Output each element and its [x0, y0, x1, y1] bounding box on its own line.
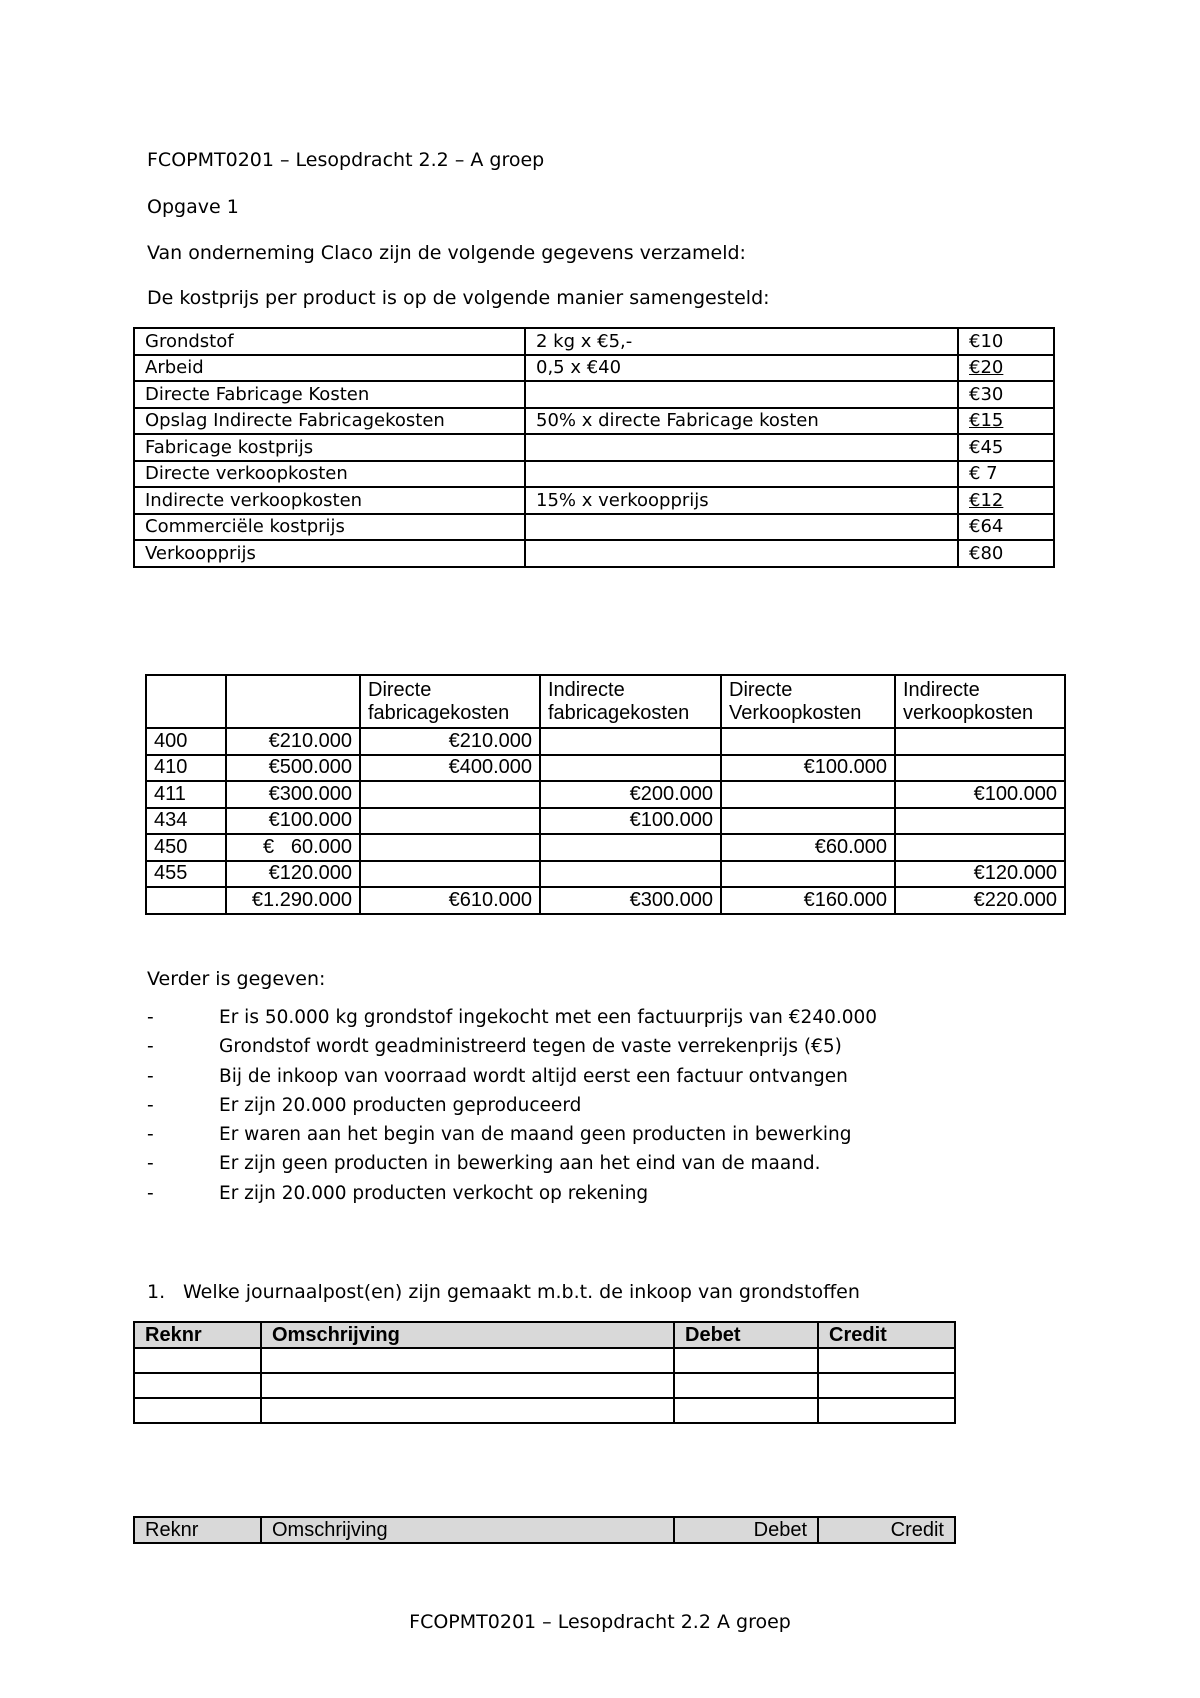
header-directe-fabricagekosten — [360, 675, 540, 728]
journal-cell[interactable] — [134, 1398, 261, 1423]
amount-cell — [360, 808, 540, 835]
amount-cell: €210.000 — [360, 728, 540, 755]
bullet-text: Bij de inkoop van voorraad wordt altijd eerst een factuur ontvangen — [219, 1065, 848, 1087]
kostprijs-intro: De kostprijs per product is op de volgende manier samengesteld: — [147, 287, 770, 309]
cost-row — [134, 461, 1054, 488]
dash-icon: - — [147, 1182, 154, 1204]
dash-icon: - — [147, 1036, 154, 1058]
amount-cell — [721, 781, 895, 808]
cost-amount: €15 — [958, 408, 1054, 435]
amount-cell: €100.000 — [226, 808, 360, 835]
cost-amount: €10 — [958, 328, 1054, 355]
cost-table — [133, 327, 1055, 568]
cost-amount: €12 — [958, 487, 1054, 514]
cost-amount: €64 — [958, 514, 1054, 541]
cost-row — [134, 514, 1054, 541]
journal2-credit-header: Credit — [818, 1517, 955, 1543]
header-line: fabricagekosten — [548, 701, 690, 724]
header-line: verkoopkosten — [903, 701, 1034, 724]
journal-cell[interactable] — [674, 1398, 818, 1423]
cost-row — [134, 355, 1054, 382]
page-footer: FCOPMT0201 – Lesopdracht 2.2 A groep — [409, 1611, 791, 1633]
amount-cell: €400.000 — [360, 755, 540, 782]
bullet-item — [147, 1036, 877, 1065]
journal-cell[interactable] — [261, 1348, 674, 1373]
amount-cell: €300.000 — [540, 887, 721, 914]
header-line: Indirecte — [548, 678, 625, 701]
amount-cell — [360, 861, 540, 888]
cost-label: Verkoopprijs — [134, 540, 525, 567]
question-1 — [147, 1281, 860, 1303]
journal-cell[interactable] — [134, 1373, 261, 1398]
amount-cell — [895, 728, 1065, 755]
cost-calc: 2 kg x €5,- — [525, 328, 958, 355]
distribution-row — [146, 755, 1065, 782]
bullet-item — [147, 1124, 877, 1153]
account-number: 455 — [146, 861, 226, 888]
amount-cell — [895, 834, 1065, 861]
distribution-row — [146, 887, 1065, 914]
header-line: Directe — [368, 678, 432, 701]
amount-cell: €300.000 — [226, 781, 360, 808]
account-number: 410 — [146, 755, 226, 782]
question-text: Welke journaalpost(en) zijn gemaakt m.b.t. de inkoop van grondstoffen — [183, 1281, 860, 1303]
amount-cell — [360, 781, 540, 808]
account-number — [146, 887, 226, 914]
page-header: FCOPMT0201 – Lesopdracht 2.2 – A groep — [147, 149, 545, 171]
cost-amount: €45 — [958, 434, 1054, 461]
journal2-debet-header: Debet — [674, 1517, 818, 1543]
amount-cell: €210.000 — [226, 728, 360, 755]
amount-cell: € 60.000 — [226, 834, 360, 861]
cost-calc — [525, 381, 958, 408]
journal-omschrijving-header: Omschrijving — [261, 1322, 674, 1348]
dash-icon: - — [147, 1007, 154, 1028]
amount-cell — [540, 834, 721, 861]
cost-label: Commerciële kostprijs — [134, 514, 525, 541]
amount-cell: €100.000 — [895, 781, 1065, 808]
cost-label: Fabricage kostprijs — [134, 434, 525, 461]
distribution-row — [146, 781, 1065, 808]
header-line: Indirecte — [903, 678, 980, 701]
bullet-item — [147, 1153, 877, 1182]
cost-row — [134, 408, 1054, 435]
distribution-row — [146, 861, 1065, 888]
dash-icon: - — [147, 1065, 154, 1087]
journal-debet-header: Debet — [674, 1322, 818, 1348]
cost-calc — [525, 514, 958, 541]
journal-cell[interactable] — [674, 1373, 818, 1398]
cost-row — [134, 328, 1054, 355]
bullet-text: Er zijn geen producten in bewerking aan het eind van de maand. — [219, 1153, 821, 1175]
cost-calc — [525, 540, 958, 567]
cost-label: Opslag Indirecte Fabricagekosten — [134, 408, 525, 435]
distribution-row — [146, 808, 1065, 835]
cost-label: Arbeid — [134, 355, 525, 382]
journal-row[interactable] — [134, 1398, 955, 1423]
distribution-table — [145, 674, 1066, 915]
cost-row — [134, 487, 1054, 514]
header-empty-1 — [146, 675, 226, 728]
amount-cell: €160.000 — [721, 887, 895, 914]
amount-cell — [540, 861, 721, 888]
dash-icon: - — [147, 1153, 154, 1175]
header-indirecte-verkoopkosten — [895, 675, 1065, 728]
cost-label: Directe verkoopkosten — [134, 461, 525, 488]
bullet-list — [147, 1007, 877, 1212]
account-number: 450 — [146, 834, 226, 861]
verder-label: Verder is gegeven: — [147, 968, 326, 990]
amount-cell: €220.000 — [895, 887, 1065, 914]
account-number: 411 — [146, 781, 226, 808]
bullet-item — [147, 1183, 877, 1212]
journal-credit-header: Credit — [818, 1322, 955, 1348]
dash-icon: - — [147, 1124, 154, 1146]
journal-reknr-header: Reknr — [134, 1322, 261, 1348]
cost-row — [134, 540, 1054, 567]
cost-label: Grondstof — [134, 328, 525, 355]
journal2-omschrijving-header: Omschrijving — [261, 1517, 674, 1543]
journal-cell[interactable] — [261, 1373, 674, 1398]
journal-cell[interactable] — [818, 1398, 955, 1423]
distribution-header-row — [146, 675, 1065, 728]
amount-cell — [721, 728, 895, 755]
header-directe-verkoopkosten — [721, 675, 895, 728]
opgave-title: Opgave 1 — [147, 196, 239, 218]
header-line: Directe — [729, 678, 793, 701]
header-line: Verkoopkosten — [729, 701, 862, 724]
journal-table-1 — [133, 1321, 956, 1424]
amount-cell — [895, 808, 1065, 835]
cost-label: Directe Fabricage Kosten — [134, 381, 525, 408]
cost-calc: 0,5 x €40 — [525, 355, 958, 382]
bullet-text: Er zijn 20.000 producten verkocht op rekening — [219, 1182, 649, 1204]
cost-label: Indirecte verkoopkosten — [134, 487, 525, 514]
account-number: 400 — [146, 728, 226, 755]
journal-table-2 — [133, 1516, 956, 1544]
amount-cell: €60.000 — [721, 834, 895, 861]
amount-cell — [721, 808, 895, 835]
journal-cell[interactable] — [818, 1373, 955, 1398]
cost-amount: €20 — [958, 355, 1054, 382]
dash-icon: - — [147, 1094, 154, 1116]
amount-cell — [540, 755, 721, 782]
bullet-text: Er waren aan het begin van de maand geen producten in bewerking — [219, 1124, 852, 1146]
header-empty-2 — [226, 675, 360, 728]
bullet-text: Er zijn 20.000 producten geproduceerd — [219, 1094, 582, 1116]
journal-row[interactable] — [134, 1373, 955, 1398]
distribution-row — [146, 834, 1065, 861]
header-indirecte-fabricagekosten — [540, 675, 721, 728]
amount-cell: €100.000 — [721, 755, 895, 782]
cost-row — [134, 381, 1054, 408]
amount-cell — [360, 834, 540, 861]
bullet-item — [147, 1095, 877, 1124]
header-line: fabricagekosten — [368, 701, 510, 724]
amount-cell: €200.000 — [540, 781, 721, 808]
bullet-item — [147, 1066, 877, 1095]
journal-cell[interactable] — [818, 1348, 955, 1373]
bullet-text: Er is 50.000 kg grondstof ingekocht met een factuurprijs van €240.000 — [219, 1007, 878, 1028]
amount-cell: €100.000 — [540, 808, 721, 835]
amount-cell: €120.000 — [895, 861, 1065, 888]
cost-amount: €30 — [958, 381, 1054, 408]
distribution-row — [146, 728, 1065, 755]
bullet-text: Grondstof wordt geadministreerd tegen de vaste verrekenprijs (€5) — [219, 1036, 842, 1058]
journal-cell[interactable] — [674, 1348, 818, 1373]
journal-cell[interactable] — [261, 1398, 674, 1423]
journal-row[interactable] — [134, 1348, 955, 1373]
account-number: 434 — [146, 808, 226, 835]
amount-cell: €610.000 — [360, 887, 540, 914]
cost-calc — [525, 461, 958, 488]
bullet-item — [147, 1007, 877, 1036]
amount-cell — [540, 728, 721, 755]
question-number: 1. — [147, 1281, 166, 1303]
amount-cell: €500.000 — [226, 755, 360, 782]
cost-calc — [525, 434, 958, 461]
journal2-reknr-header: Reknr — [134, 1517, 261, 1543]
amount-cell — [895, 755, 1065, 782]
cost-calc: 15% x verkoopprijs — [525, 487, 958, 514]
journal-cell[interactable] — [134, 1348, 261, 1373]
cost-amount: € 7 — [958, 461, 1054, 488]
amount-cell — [721, 861, 895, 888]
cost-calc: 50% x directe Fabricage kosten — [525, 408, 958, 435]
intro-text: Van onderneming Claco zijn de volgende gegevens verzameld: — [147, 242, 746, 264]
amount-cell: €1.290.000 — [226, 887, 360, 914]
amount-cell: €120.000 — [226, 861, 360, 888]
cost-row — [134, 434, 1054, 461]
cost-amount: €80 — [958, 540, 1054, 567]
